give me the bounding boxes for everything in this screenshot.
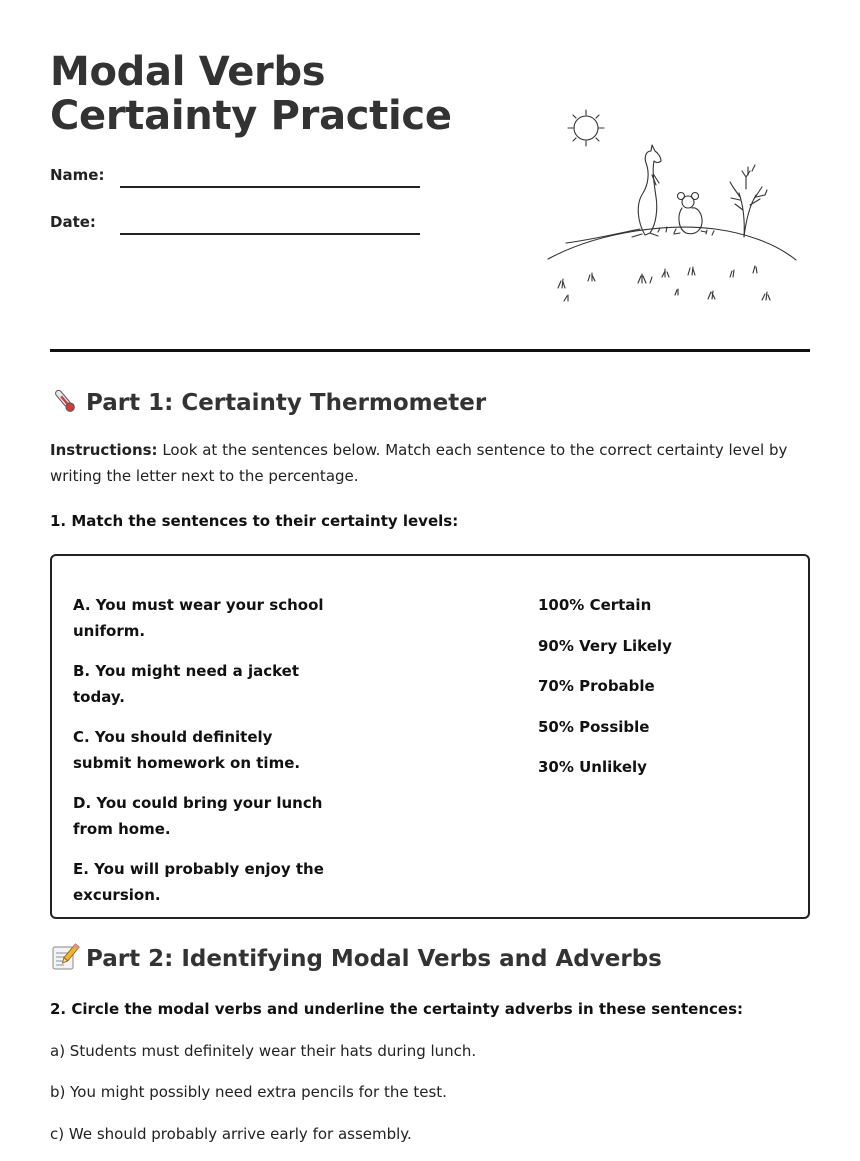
part1-question: 1. Match the sentences to their certainty levels: xyxy=(50,512,459,530)
worksheet-title: Modal Verbs Certainty Practice xyxy=(50,49,452,139)
certainty-level-item: 90% Very Likely xyxy=(538,636,672,655)
matching-box xyxy=(50,554,810,919)
kangaroo-koala-illustration xyxy=(540,105,805,310)
thermometer-icon xyxy=(50,387,80,415)
name-line[interactable] xyxy=(120,186,420,188)
part1-instructions xyxy=(50,437,815,489)
sentence-item: A. You must wear your school uniform. xyxy=(73,596,324,640)
certainty-level-item: 50% Possible xyxy=(538,717,650,736)
certainty-level-item: 30% Unlikely xyxy=(538,758,647,777)
part1-heading-text: Part 1: Certainty Thermometer xyxy=(86,390,487,416)
memo-pencil-icon xyxy=(50,943,80,971)
name-field xyxy=(50,158,420,188)
name-label: Name: xyxy=(50,166,105,184)
date-label: Date: xyxy=(50,213,96,231)
sentence-list xyxy=(73,592,333,922)
instructions-label: Instructions: xyxy=(50,441,158,459)
certainty-level-item: 70% Probable xyxy=(538,677,655,696)
instructions-text: Look at the sentences below. Match each sentence to the correct certainty level by writing the letter next to the percentage. xyxy=(50,441,788,485)
part2-heading xyxy=(50,943,662,972)
practice-sentence: a) Students must definitely wear their hats during lunch. xyxy=(50,1042,477,1060)
practice-sentence: b) You might possibly need extra pencils for the test. xyxy=(50,1083,447,1101)
certainty-level-list xyxy=(538,592,778,795)
sentence-item: C. You should definitely submit homework on time. xyxy=(73,728,301,772)
date-line[interactable] xyxy=(120,233,420,235)
date-field xyxy=(50,205,420,235)
part2-heading-text: Part 2: Identifying Modal Verbs and Adverbs xyxy=(86,946,662,972)
sun-icon xyxy=(568,110,604,146)
part2-question: 2. Circle the modal verbs and underline the certainty adverbs in these sentences: xyxy=(50,1000,744,1018)
sentence-item: B. You might need a jacket today. xyxy=(73,662,300,706)
certainty-level-item: 100% Certain xyxy=(538,596,652,614)
header-divider xyxy=(50,349,810,352)
sentence-item: D. You could bring your lunch from home. xyxy=(73,794,323,838)
sentence-item: E. You will probably enjoy the excursion. xyxy=(73,860,324,904)
practice-sentence: c) We should probably arrive early for assembly. xyxy=(50,1125,412,1143)
part1-heading xyxy=(50,387,486,416)
